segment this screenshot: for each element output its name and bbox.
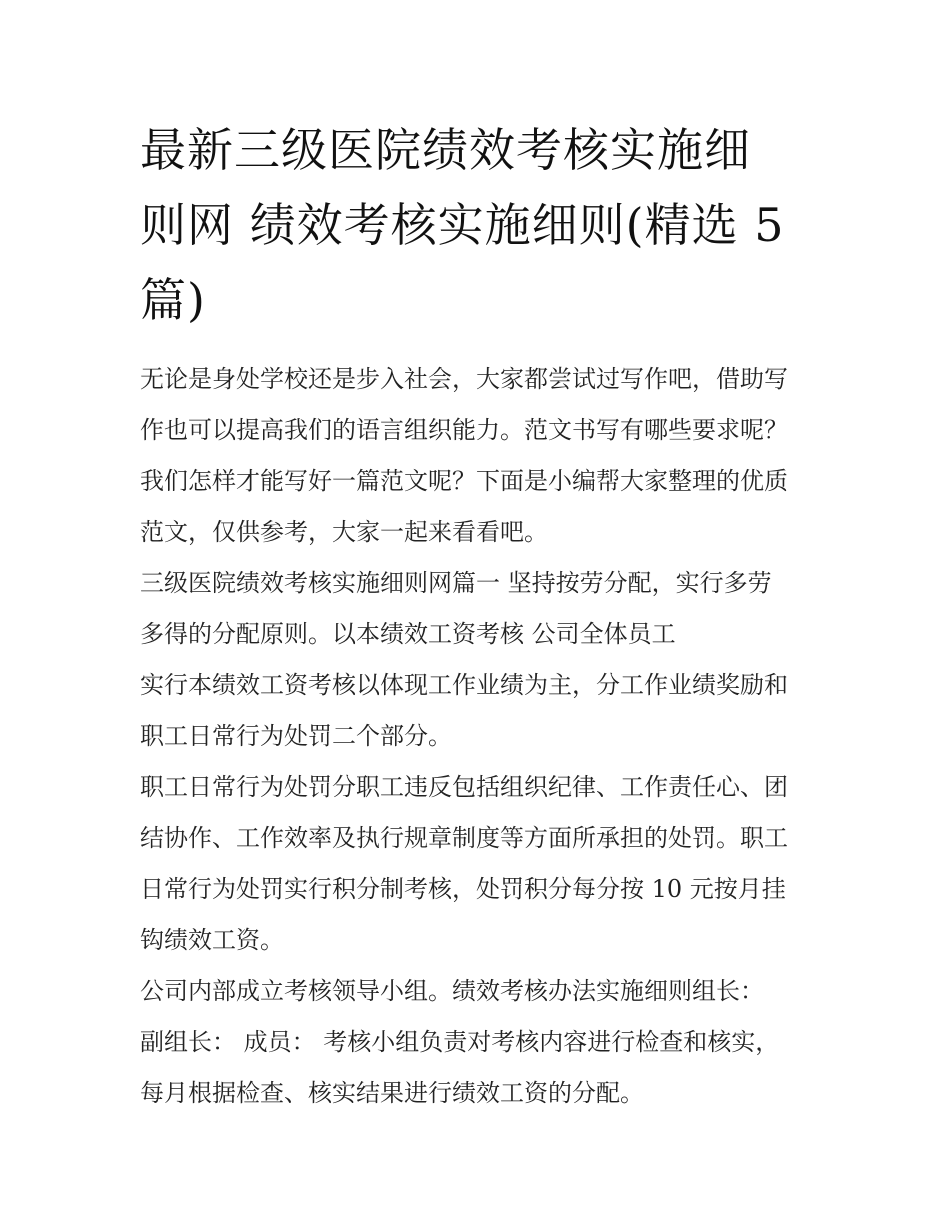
text-line: 多得的分配原则。以本绩效工资考核 公司全体员工	[140, 620, 676, 648]
text-line: 无论是身处学校还是步入社会，大家都尝试过写作吧，借助写	[140, 365, 788, 393]
text-line: 副组长： 成员： 考核小组负责对考核内容进行检查和核实，	[140, 1028, 780, 1056]
paragraph-section-one	[140, 558, 820, 660]
title-line: 则网 绩效考核实施细则(精选 5	[140, 198, 785, 252]
text-line: 公司内部成立考核领导小组。绩效考核办法实施细则组长：	[140, 977, 764, 1005]
text-line: 日常行为处罚实行积分制考核，处罚积分每分按 10 元按月挂	[140, 875, 786, 903]
document-title	[140, 113, 820, 338]
paragraph-intro	[140, 354, 820, 558]
text-line: 三级医院绩效考核实施细则网篇一 坚持按劳分配，实行多劳	[140, 569, 772, 597]
text-line: 范文，仅供参考，大家一起来看看吧。	[140, 518, 548, 546]
text-line: 实行本绩效工资考核以体现工作业绩为主，分工作业绩奖励和	[140, 671, 788, 699]
text-line: 每月根据检查、核实结果进行绩效工资的分配。	[140, 1079, 644, 1107]
paragraph-assessment-group	[140, 966, 820, 1119]
document-body	[140, 354, 820, 1119]
title-line: 篇)	[140, 273, 206, 327]
text-line: 我们怎样才能写好一篇范文呢？下面是小编帮大家整理的优质	[140, 467, 788, 495]
title-line: 最新三级医院绩效考核实施细	[140, 123, 751, 177]
text-line: 作也可以提高我们的语言组织能力。范文书写有哪些要求呢？	[140, 416, 788, 444]
text-line: 职工日常行为处罚二个部分。	[140, 722, 452, 750]
text-line: 职工日常行为处罚分职工违反包括组织纪律、工作责任心、团	[140, 773, 788, 801]
paragraph-penalty	[140, 762, 820, 966]
text-line: 结协作、工作效率及执行规章制度等方面所承担的处罚。职工	[140, 824, 788, 852]
paragraph-performance-pay	[140, 660, 820, 762]
text-line: 钩绩效工资。	[140, 926, 284, 954]
